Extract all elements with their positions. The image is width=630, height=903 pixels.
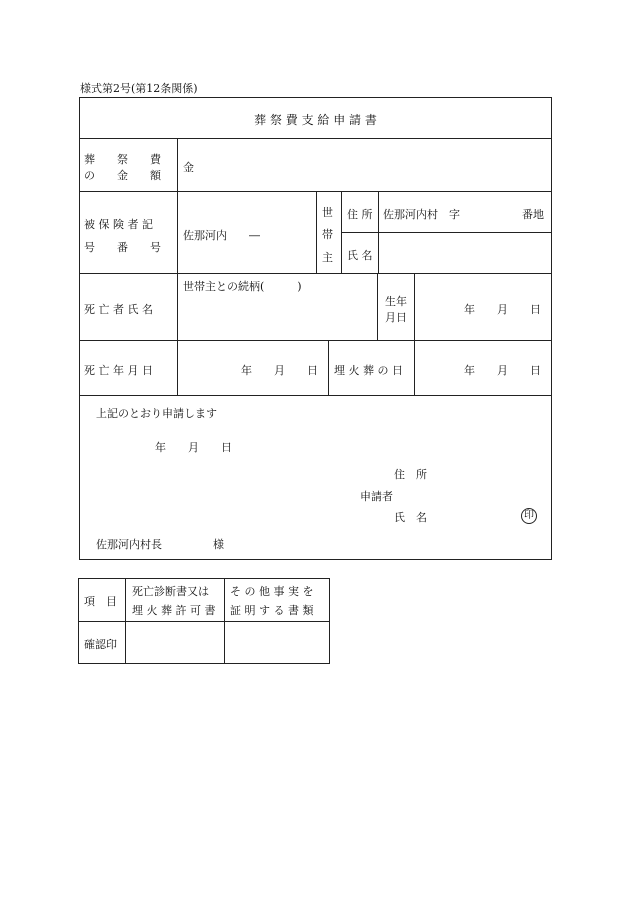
col-divider xyxy=(177,138,178,395)
application-statement: 上記のとおり申請します xyxy=(96,407,217,420)
col-divider xyxy=(377,273,378,340)
householder-name-label: 氏 名 xyxy=(347,249,373,262)
row-divider xyxy=(79,340,552,341)
death-certificate-label-line2: 埋 火 葬 許 可 書 xyxy=(132,604,216,617)
row-divider xyxy=(79,138,552,139)
seal-mark: 印 xyxy=(521,508,537,524)
col-divider xyxy=(341,191,342,273)
other-documents-label-line2: 証 明 す る 書 類 xyxy=(230,604,314,617)
confirmation-col-divider xyxy=(224,578,225,664)
death-date-label: 死 亡 年 月 日 xyxy=(84,364,153,377)
confirmation-seal-label: 確認印 xyxy=(84,638,117,651)
householder-address-suffix: 番地 xyxy=(522,208,544,221)
col-divider xyxy=(328,340,329,395)
row-divider xyxy=(79,273,552,274)
insured-number-value: 佐那河内 ― xyxy=(183,229,260,242)
insured-label-line1: 被 保 険 者 記 xyxy=(84,218,153,231)
row-divider xyxy=(79,395,552,396)
death-date-value: 年 月 日 xyxy=(241,364,318,377)
addressee: 佐那河内村長 xyxy=(96,538,162,551)
other-documents-label-line1: そ の 他 事 実 を xyxy=(230,585,314,598)
birth-date-value: 年 月 日 xyxy=(464,303,541,316)
row-divider xyxy=(341,232,552,233)
birth-date-label-line2: 月日 xyxy=(385,311,407,324)
amount-prefix: 金 xyxy=(183,161,194,174)
col-divider xyxy=(378,191,379,273)
application-date: 年 月 日 xyxy=(155,441,232,454)
col-divider xyxy=(316,191,317,273)
applicant-label: 申請者 xyxy=(360,490,393,503)
householder-char-3: 主 xyxy=(322,251,333,264)
addressee-honorific: 様 xyxy=(213,538,224,551)
form-number: 様式第2号(第12条関係) xyxy=(80,82,198,95)
householder-char-1: 世 xyxy=(322,206,333,219)
confirmation-row-divider xyxy=(78,621,330,622)
burial-date-value: 年 月 日 xyxy=(464,364,541,377)
amount-label-line1: 葬 祭 費 xyxy=(84,153,161,166)
applicant-address-label: 住 所 xyxy=(394,468,427,481)
amount-label-line2: の 金 額 xyxy=(84,169,161,182)
deceased-name-label: 死 亡 者 氏 名 xyxy=(84,303,153,316)
col-divider xyxy=(414,273,415,395)
confirmation-col-divider xyxy=(125,578,126,664)
form-title: 葬 祭 費 支 給 申 請 書 xyxy=(254,113,377,127)
applicant-name-label: 氏 名 xyxy=(394,511,427,524)
householder-char-2: 帯 xyxy=(322,228,333,241)
householder-address-label: 住 所 xyxy=(347,208,373,221)
birth-date-label-line1: 生年 xyxy=(385,295,407,308)
death-certificate-label-line1: 死亡診断書又は xyxy=(132,585,209,598)
burial-date-label: 埋 火 葬 の 日 xyxy=(334,364,403,377)
householder-address-value: 佐那河内村 字 xyxy=(383,208,460,221)
item-label: 項 目 xyxy=(84,595,117,608)
insured-label-line2: 号 番 号 xyxy=(84,241,161,254)
relationship-label: 世帯主との続柄( ) xyxy=(183,280,302,293)
